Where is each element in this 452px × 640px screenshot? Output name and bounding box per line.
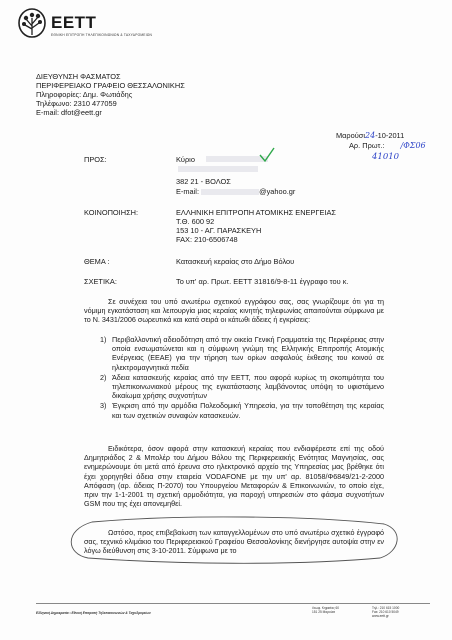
cc-line: FAX: 210-6506748 [176, 235, 238, 244]
recipient-email: E-mail: @yahoo.gr [176, 187, 296, 196]
cc-block [176, 208, 336, 244]
sender-block [36, 72, 185, 117]
list-item: 1) Περιβαλλοντική αδειοδότηση από την οικεία Γενική Γραμματεία της Περιφέρειας στην οποία ενσωματώνεται και η σύμφωνη γνώμη της Ελληνικής Επιτροπής Ατομικής Ενέργειας (ΕΕΑΕ) για την τήρηση των ορίων ασφαλούς έκθεσης του κοινού σε ηλεκτρομαγνητικά πεδία [100, 335, 384, 372]
sender-line: E-mail: dfot@eett.gr [36, 108, 102, 117]
footer-contact: Τηλ.: 210 615 1000 Fax: 210 610 5049 www.eett.gr [372, 606, 400, 618]
hand-drawn-circle [62, 516, 402, 564]
recipient-salutation: Κύριο [176, 155, 195, 164]
list-item: 2) Άδεια κατασκευής κεραίας από την ΕΕΤΤ, που αφορά κυρίως τη σκοπιμότητα του τηλεπικοινωνιακού μέρους της εγκατάστασης λαμβάνοντας υπόψη το υφιστάμενο δικαίωμα χρήσης συχνοτήτων [100, 372, 384, 401]
logo-subtitle: ΕΘΝΙΚΗ ΕΠΙΤΡΟΠΗ ΤΗΛΕΠΙΚΟΙΝΩΝΙΩΝ & ΤΑΧΥΔΡΟΜΕΙΩΝ [51, 33, 153, 37]
date-line: Μαρούσι24-10-2011 [336, 131, 405, 140]
sender-line: ΠΕΡΙΦΕΡΕΙΑΚΟ ΓΡΑΦΕΙΟ ΘΕΣΣΑΛΟΝΙΚΗΣ [36, 81, 185, 90]
handwritten-protocol-suffix: /ΦΣ06 [400, 141, 426, 150]
final-paragraph: Ωστόσο, προς επιβεβαίωση των καταγγελλομένων στο υπό ανωτέρω σχετικό έγγραφό σας, τεχνικό κλιμάκιο του Περιφερειακού Γραφείου Θεσσαλονίκης διενήργησε αυτοψία στην εν λόγω διεύθυνση στις 3-10-2011. Σύμφωνα με το [84, 528, 384, 556]
recipient-label: ΠΡΟΣ: [84, 155, 107, 164]
redacted-address [178, 166, 258, 172]
tree-logo-icon [17, 8, 47, 40]
footer-left-text: Ελληνική Δημοκρατία • Εθνική Επιτροπή Τηλεπικοινωνιών & Ταχυδρομείων [36, 611, 151, 615]
sender-line: Τηλέφωνο: 2310 477059 [36, 99, 117, 108]
green-checkmark-icon [258, 146, 276, 164]
footer-divider [36, 603, 430, 604]
subject-label: ΘΕΜΑ : [84, 257, 110, 266]
cc-line: 153 10 - ΑΓ. ΠΑΡΑΣΚΕΥΗ [176, 226, 262, 235]
sender-line: Πληροφορίες: Δημ. Φωτιάδης [36, 90, 133, 99]
cc-label: ΚΟΙΝΟΠΟΙΗΣΗ: [84, 208, 139, 217]
related-text: Το υπ' αρ. Πρωτ. ΕΕΤΤ 31816/9-8-11 έγγραφο του κ. [176, 277, 349, 286]
footer-address: Λεωφ. Κηφισίας 60 151 25 Μαρούσι [312, 606, 340, 614]
logo-name: EETT [51, 13, 97, 32]
redacted-email [201, 189, 259, 195]
protocol-line: Αρ. Πρωτ.: /ΦΣ06 [349, 141, 426, 150]
handwritten-day: 24 [365, 131, 376, 140]
sender-line: ΔΙΕΥΘΥΝΣΗ ΦΑΣΜΑΤΟΣ [36, 72, 121, 81]
specific-paragraph: Ειδικότερα, όσον αφορά στην κατασκευή κεραίας που ενδιαφέρεστε επί της οδού Δημητριάδος 2 & Μπολέρ του Δήμου Βόλου της Περιφερειακής Ενότητας Μαγνησίας, σας ενημερώνουμε ότι μετά από έρευνα στο ηλεκτρονικό αρχείο της Υπηρεσίας μας βρέθηκε ότι έχει χορηγηθεί άδεια στην εταιρεία VODAFONE με την υπ' αρ. 81058/Φ6849/21-2-2000 Απόφαση (αρ. άδειας Π-2070) του Υπουργείου Μεταφορών & Επικοινωνιών, το οποίο είχε, πριν την 1-1-2001 τη σχετική αρμοδιότητα, για παροχή υπηρεσιών στο φάσμα συχνοτήτων GSM που της έχει απονεμηθεί. [84, 444, 384, 509]
requirements-list [100, 335, 384, 420]
list-item: 3) Έγκριση από την αρμόδια Πολεοδομική Υπηρεσία, για την τοποθέτηση της κεραίας και των σχετικών συναφών κατασκευών. [100, 401, 384, 420]
recipient-postal: 382 21 - ΒΟΛΟΣ [176, 177, 231, 186]
cc-line: ΕΛΛΗΝΙΚΗ ΕΠΙΤΡΟΠΗ ΑΤΟΜΙΚΗΣ ΕΝΕΡΓΕΙΑΣ [176, 208, 336, 217]
cc-line: Τ.Θ. 600 92 [176, 217, 215, 226]
intro-paragraph: Σε συνέχεια του υπό ανωτέρω σχετικού εγγράφου σας, σας γνωρίζουμε ότι για τη νόμιμη εγκατάσταση και λειτουργία μιας κεραίας κινητής τηλεφωνίας απαιτούνται σύμφωνα με το Ν. 3431/2006 σωρευτικά και κατά σειρά οι κάτωθι άδειες ή εγκρίσεις: [84, 297, 384, 325]
related-label: ΣΧΕΤΙΚΑ: [84, 277, 117, 286]
handwritten-protocol-number: 41010 [372, 152, 400, 162]
subject-text: Κατασκευή κεραίας στο Δήμο Βόλου [176, 257, 295, 266]
